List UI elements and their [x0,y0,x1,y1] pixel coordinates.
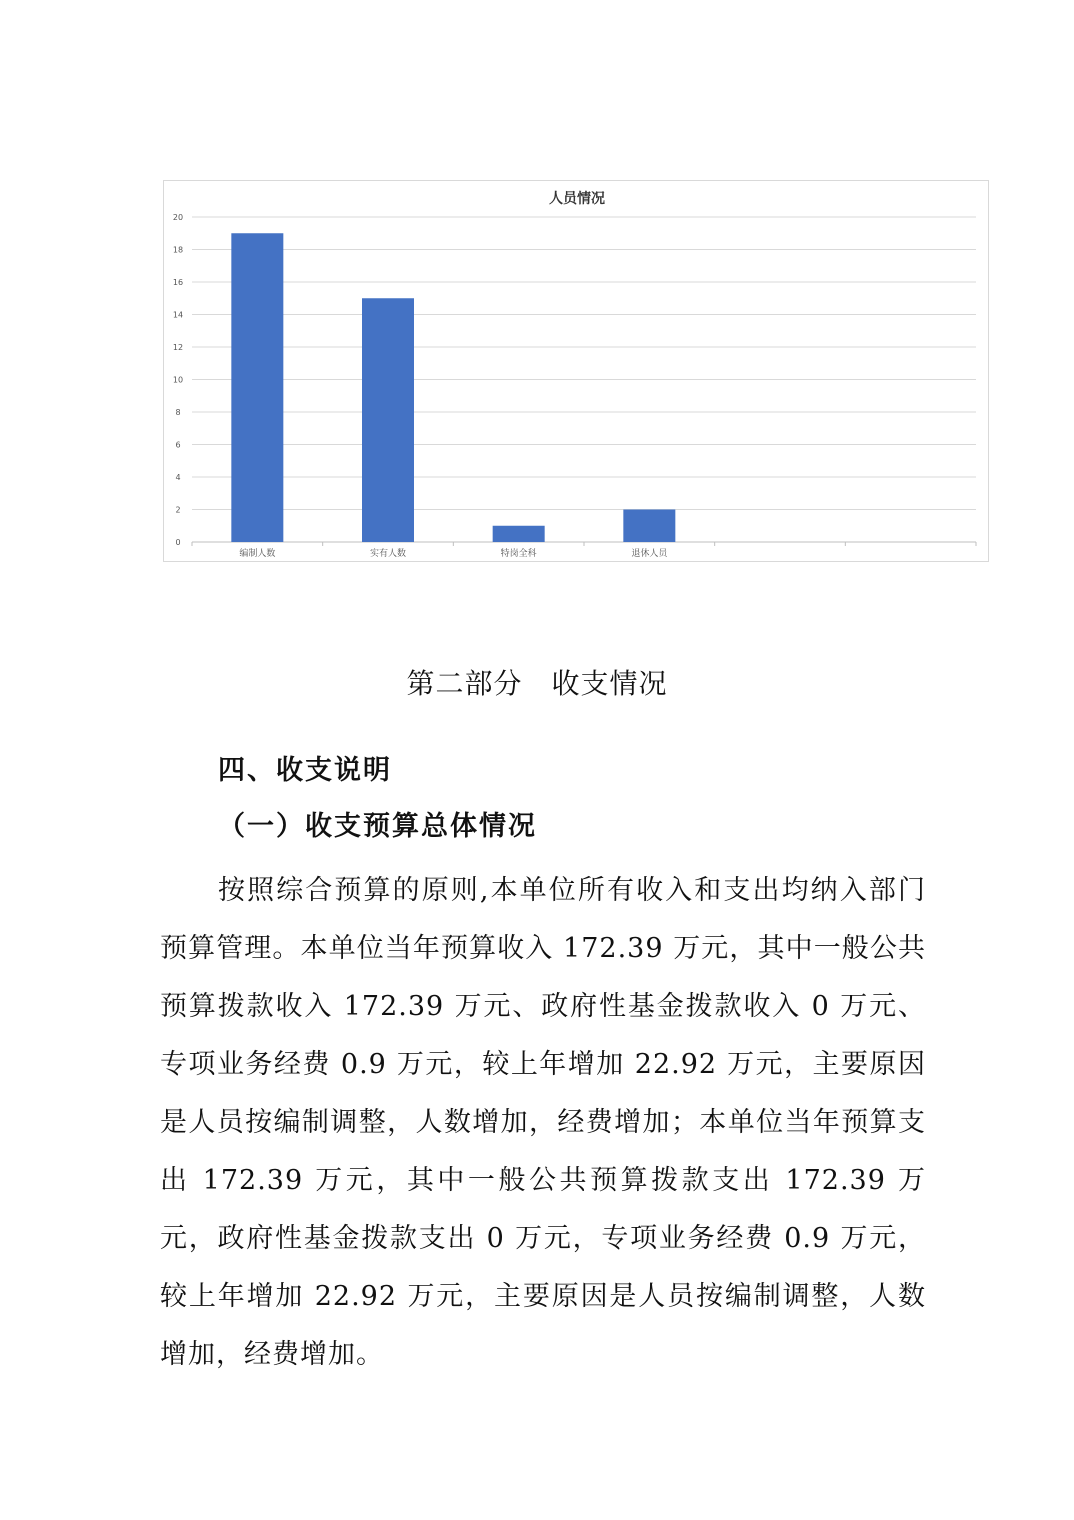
y-tick-label: 0 [175,538,181,547]
y-tick-label: 2 [175,505,181,515]
y-tick-label: 12 [172,343,184,352]
bar-2 [362,298,414,542]
heading-income-expense-explanation: 四、收支说明 [218,755,392,786]
chart-y-ticks [173,213,183,547]
personnel-chart [163,180,989,562]
body-paragraph: 按照综合预算的原则,本单位所有收入和支出均纳入部门预算管理。本单位当年预算收入 172.39 万元，其中一般公共预算拨款收入 172.39 万元、政府性基金拨款收入 0 万元、专项业务经费 0.9 万元，较上年增加 22.92 万元，主要原因是人员按编制调整，人数增加，经费增加；本单位当年预算支出 172.39 万元，其中一般公共预算拨款支出 172.39 万元，政府性基金拨款支出 0 万元，专项业务经费 0.9 万元，较上年增加 22.92 万元，主要原因是人员按编制调整，人数增加，经费增加。 [160,875,926,1370]
chart-title: 人员情况 [549,191,605,207]
personnel-bar-chart [164,181,990,563]
x-category-label: 退休人员 [631,549,668,559]
chart-x-labels [239,547,668,559]
y-tick-label: 14 [172,310,184,320]
x-category-label: 特岗全科 [500,549,537,559]
section-title: 第二部分 收支情况 [406,667,668,700]
bar-3 [493,526,545,542]
y-tick-label: 4 [175,473,181,482]
y-tick-label: 16 [172,278,184,287]
chart-gridlines [192,217,976,546]
y-tick-label: 20 [172,213,184,222]
x-category-label: 编制人数 [239,549,276,559]
chart-bars [231,233,675,542]
y-tick-label: 10 [172,375,184,385]
y-tick-label: 8 [175,408,181,417]
heading-budget-overview: （一）收支预算总体情况 [218,811,537,842]
bar-4 [623,510,675,543]
y-tick-label: 6 [175,440,181,450]
x-category-label: 实有人数 [369,549,407,559]
y-tick-label: 18 [172,245,184,255]
bar-1 [231,233,283,542]
